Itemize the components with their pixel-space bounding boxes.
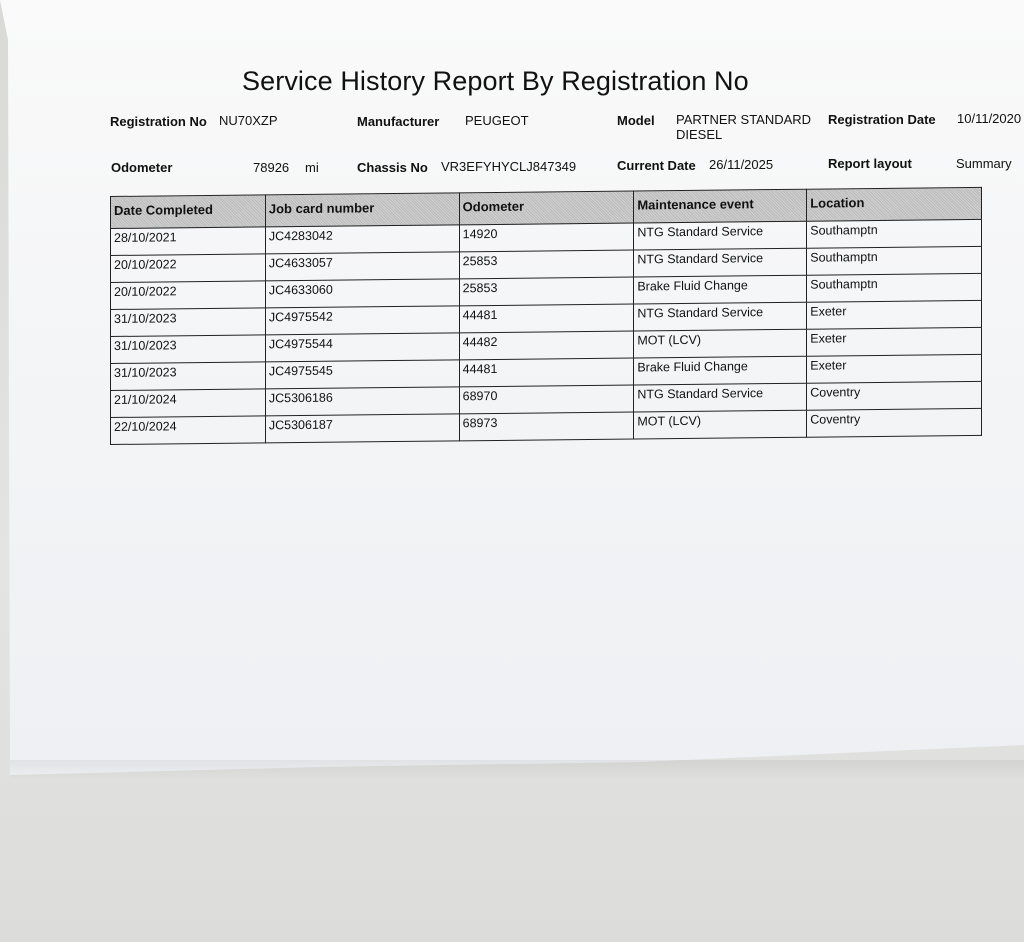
registration-value: NU70XZP [219, 113, 278, 128]
model-label: Model [617, 113, 655, 128]
cell-date-completed: 31/10/2023 [111, 308, 266, 337]
cell-date-completed: 20/10/2022 [111, 254, 266, 283]
header-date-completed: Date Completed [111, 195, 266, 229]
odometer-label: Odometer [111, 160, 173, 175]
cell-maintenance-event: NTG Standard Service [634, 221, 807, 250]
cell-maintenance-event: Brake Fluid Change [634, 356, 807, 385]
manufacturer-label: Manufacturer [357, 114, 440, 129]
header-maintenance-event: Maintenance event [634, 189, 807, 223]
cell-date-completed: 31/10/2023 [111, 362, 266, 391]
cell-odometer: 14920 [459, 223, 634, 252]
cell-date-completed: 28/10/2021 [111, 227, 266, 256]
cell-date-completed: 31/10/2023 [111, 335, 266, 364]
cell-maintenance-event: NTG Standard Service [634, 248, 807, 277]
chassis-label: Chassis No [357, 160, 428, 175]
cell-odometer: 25853 [459, 250, 634, 279]
cell-job-card-number: JC4633057 [265, 252, 459, 281]
report-layout-value: Summary [956, 156, 1012, 171]
cell-job-card-number: JC4283042 [265, 225, 459, 254]
odometer-value: 78926 [253, 160, 290, 175]
cell-job-card-number: JC5306187 [265, 414, 459, 443]
cell-odometer: 44481 [459, 358, 634, 387]
cell-maintenance-event: NTG Standard Service [634, 383, 807, 412]
manufacturer-value: PEUGEOT [465, 113, 529, 128]
report-title: Service History Report By Registration No [242, 66, 749, 96]
cell-location: Coventry [807, 381, 982, 410]
cell-location: Exeter [807, 300, 982, 329]
cell-location: Southamptn [807, 273, 982, 302]
model-value-line-2: DIESEL [676, 127, 723, 142]
cell-location: Southamptn [807, 246, 982, 275]
chassis-value: VR3EFYHYCLJ847349 [441, 159, 577, 174]
cell-maintenance-event: NTG Standard Service [634, 302, 807, 331]
service-history-table-wrapper [110, 187, 986, 445]
header-location: Location [807, 187, 982, 221]
registration-date-value: 10/11/2020 [957, 111, 1022, 126]
cell-maintenance-event: MOT (LCV) [634, 329, 807, 358]
registration-date-label: Registration Date [828, 112, 936, 127]
cell-job-card-number: JC4975545 [265, 360, 459, 389]
cell-maintenance-event: MOT (LCV) [634, 410, 807, 439]
cell-maintenance-event: Brake Fluid Change [634, 275, 807, 304]
cell-job-card-number: JC4975542 [265, 306, 459, 335]
model-value-line-1: PARTNER STANDARD [676, 112, 812, 127]
registration-label: Registration No [110, 114, 207, 129]
cell-odometer: 68973 [459, 412, 634, 441]
header-odometer: Odometer [459, 191, 634, 225]
cell-odometer: 44482 [459, 331, 634, 360]
cell-date-completed: 22/10/2024 [111, 416, 266, 445]
cell-location: Coventry [807, 408, 982, 437]
cell-date-completed: 20/10/2022 [111, 281, 266, 310]
model-value [676, 112, 811, 142]
header-job-card-number: Job card number [265, 193, 459, 227]
paper-shadow [10, 760, 1024, 780]
cell-job-card-number: JC4633060 [265, 279, 459, 308]
current-date-label: Current Date [617, 158, 696, 173]
current-date-value: 26/11/2025 [709, 157, 774, 172]
cell-job-card-number: JC4975544 [265, 333, 459, 362]
service-history-table [110, 187, 982, 445]
report-layout-label: Report layout [828, 156, 912, 171]
cell-location: Exeter [807, 354, 982, 383]
cell-odometer: 68970 [459, 385, 634, 414]
odometer-unit: mi [305, 160, 319, 175]
cell-location: Southamptn [807, 219, 982, 248]
cell-date-completed: 21/10/2024 [111, 389, 266, 418]
cell-job-card-number: JC5306186 [265, 387, 459, 416]
cell-odometer: 44481 [459, 304, 634, 333]
cell-odometer: 25853 [459, 277, 634, 306]
cell-location: Exeter [807, 327, 982, 356]
